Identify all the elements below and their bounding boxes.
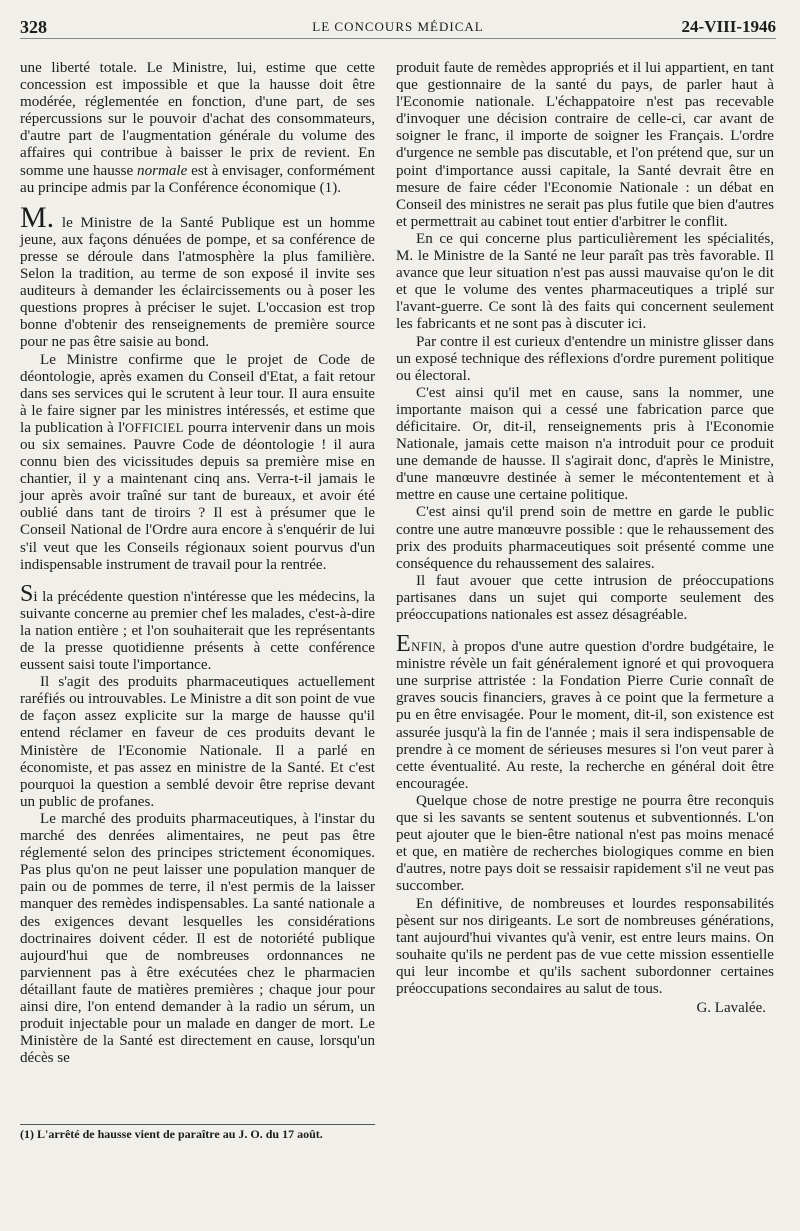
- paragraph-market: Le marché des produits pharmaceutiques, à l'instar du marché des denrées alimentaires, ne peut pas être réglementé selon des principes strictement économiques. Pas plus qu'on ne peut laisser une population manquer de pain ou de pommes de terre, il n'est permis de la laisser manquer des remèdes indispensables. La santé nationale a des exigences devant lesquelles les considérations doctrinaires doivent céder. Il est de notoriété publique aujourd'hui que de nombreuses ordonnances ne parviennent pas à être exécutées chez le pharmacien détaillant faute de matières premières ; chaque jour pour ainsi dire, l'on entend demander à la radio un sérum, un produit injectable pour un malade en danger de mort. Le Ministère de la Santé est directement en cause, lorsqu'un décès se: [20, 810, 375, 1067]
- paragraph-question: Si la précédente question n'intéresse que les médecins, la suivante concerne au premier chef les malades, c'est-à-dire la nation entière ; et l'on souhaiterait que les représentants de la presse quotidienne présents à cette conférence eussent saisi toute l'importance.: [20, 580, 375, 674]
- paragraph: C'est ainsi qu'il prend soin de mettre en garde le public contre une autre manœuvre possible : que le rehaussement des prix des produits pharmaceutiques soit présenté comme une conséquence du rehaussement des salaires.: [396, 504, 774, 572]
- right-column: [396, 60, 774, 1017]
- page-number: 328: [20, 17, 47, 37]
- paragraph-products: Il s'agit des produits pharmaceutiques actuellement raréfiés ou introuvables. Le Ministre a dit son point de vue de façon assez explicite sur la marge de hausse qu'il entend réclamer en faveur de ces produits devant le Ministère de l'Economie Nationale. Il a parlé en économiste, et pas assez en ministre de la Santé. Et c'est pourquoi la question a semblé devoir être reprise devant un public de profanes.: [20, 674, 375, 810]
- paragraph: produit faute de remèdes appropriés et il lui appartient, en tant que gestionnaire de la santé du pays, de parler haut à l'Economie nationale. L'échappatoire n'est pas recevable d'invoquer une décision contraire de celle-ci, car avant de soigner le franc, il importe de soigner les Français. L'ordre d'urgence ne semble pas discutable, et l'on prétend que, sur un point d'importance aussi capitale, la Santé devrait être en mesure de faire céder l'Economie Nationale : un débat en Conseil des ministres ne serait pas plus futile que bien d'autres et permettrait au cabinet tout entier d'arbitrer le conflit.: [396, 60, 774, 230]
- left-column: [20, 60, 375, 1067]
- paragraph: Il faut avouer que cette intrusion de préoccupations partisanes dans un sujet qui comporte seulement des préoccupations nationales est assez désagréable.: [396, 572, 774, 623]
- page-header: [20, 16, 776, 39]
- author-signature: G. Lavalée.: [696, 1000, 766, 1017]
- paragraph-specialites: En ce qui concerne plus particulièrement les spécialités, M. le Ministre de la Santé ne leur paraît pas très favorable. Il avance que leur situation n'est pas aussi mauvaise qu'on le dit et que le volume des ventes pharmaceutiques a triplé sur l'avant-guerre. Ce sont là des faits qui concernent seulement les fabricants et ne sont pas à discuter ici.: [396, 230, 774, 333]
- issue-date: 24-VIII-1946: [681, 17, 776, 36]
- paragraph: Quelque chose de notre prestige ne pourra être reconquis que si les savants se sentent soutenus et subventionnés. L'on peut ajouter que le bien-être national n'est pas moins menacé et que, en matière de recherches biologiques comme en bien d'autres, notre pays doit se ressaisir rapidement s'il ne veut pas succomber.: [396, 792, 774, 895]
- paragraph-code: Le Ministre confirme que le projet de Code de déontologie, après examen du Conseil d'Etat, a fait retour dans ses services qui le scrutent à leur tour. Il aura ensuite à le faire signer par les ministres intéressés, et estime que la publication à l'OFFICIEL pourra intervenir dans un mois ou six semaines. Pauvre Code de déontologie ! il aura connu bien des vicissitudes depuis sa première mise en chantier, il y a maintenant cinq ans. Verra-t-il jamais le jour après avoir traîné sur tant de bureaux, et avoir été oublié dans tant de tiroirs ? Il est à présumer que le Conseil National de l'Ordre aura encore à s'enquérir de lui s'il veut que les Conseils régionaux soient pourvus d'un indispensable instrument de travail pour la rentrée.: [20, 351, 375, 573]
- paragraph: C'est ainsi qu'il met en cause, sans la nommer, une importante maison qui a cessé une fabrication parce que déficitaire. Or, dit-il, renseignements pris à l'Economie Nationale, jamais cette maison n'a introduit pour ce produit une demande de hausse. Il s'agirait donc, d'après le Ministre, d'une manœuvre destinée à semer le mécontentement et à mettre en cause une certaine politique.: [396, 384, 774, 504]
- paragraph: Par contre il est curieux d'entendre un ministre glisser dans un exposé technique des réflexions d'ordre purement politique ou électoral.: [396, 333, 774, 384]
- footnote: (1) L'arrêté de hausse vient de paraître au J. O. du 17 août.: [20, 1124, 375, 1141]
- paragraph-conclusion: En définitive, de nombreuses et lourdes responsabilités pèsent sur nos dirigeants. Le sort de nombreuses générations, tant aujourd'hui vivantes qu'à venir, est entre leurs mains. On souhaite qu'ils ne perdent pas de vue cette mission essentielle qui leur incombe et qu'ils sachent subordonner certaines préoccupations secondaires au salut de tous.: [396, 895, 774, 997]
- paragraph-enfin: ENFIN, à propos d'une autre question d'ordre budgétaire, le ministre révèle un fait généralement ignoré et qui provoquera une surprise attristée : la Fondation Pierre Curie connaît de graves soucis financiers, graves à ce point que la fermeture a pu en être envisagée. Pour le moment, dit-il, son existence est assurée jusqu'à la fin de l'année ; mais il sera indispensable de prendre à ce moment de sérieuses mesures si l'on veut parer à cette éventualité. Au reste, la recherche en général doit être encouragée.: [396, 631, 774, 792]
- paragraph: une liberté totale. Le Ministre, lui, estime que cette concession est impossible et que la hausse doit être modérée, réglementée en fonction, d'une part, de ses répercussions sur le pouvoir d'achat des consommateurs, d'autre part de l'augmentation générale du volume des affaires qui contribue à baisser le prix de revient. En somme une hausse normale est à envisager, conformément au principe admis par la Conférence économique (1).: [20, 60, 375, 196]
- paragraph-minister: M. le Ministre de la Santé Publique est un homme jeune, aux façons dénuées de pompe, et sa conférence de presse se déroule dans l'atmosphère la plus familière. Selon la tradition, au terme de son exposé il invite ses auditeurs à demander les éclaircissements ou à poser les questions propres à préciser le sujet. L'occasion est trop bonne d'obtenir des renseignements de première source pour ne pas être saisie au bond.: [20, 200, 375, 351]
- journal-title: LE CONCOURS MÉDICAL: [312, 19, 484, 34]
